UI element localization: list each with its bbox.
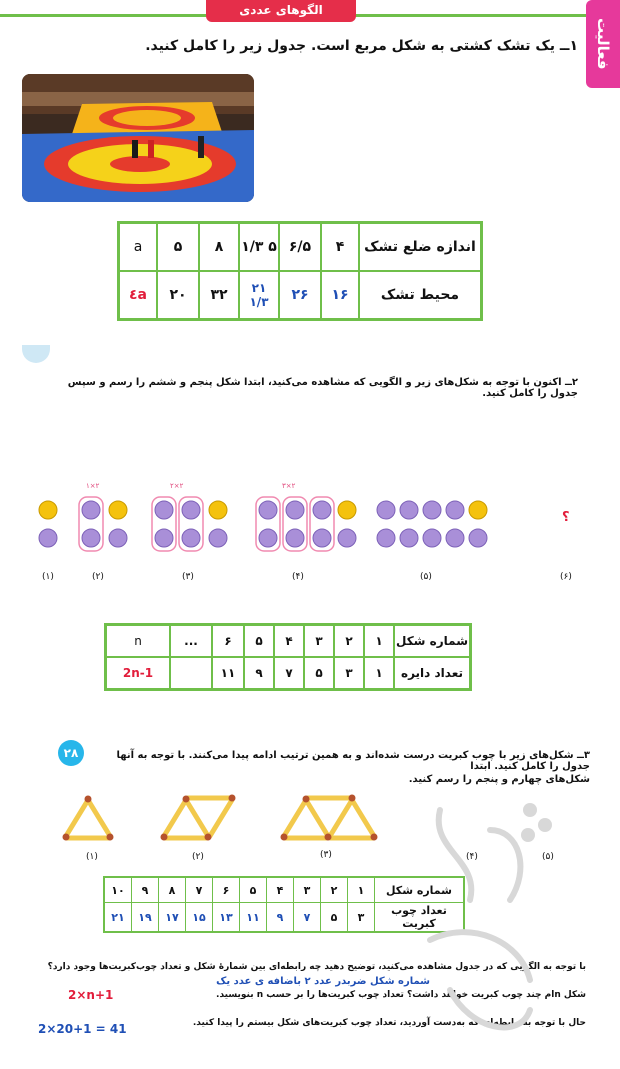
table-cell-answer: ۱۹ (132, 903, 159, 933)
table-cell: ... (170, 625, 212, 658)
table-cell: ۷ (274, 657, 304, 690)
table-cell: ۸ (199, 223, 239, 272)
table-cell-answer: ۱۶ (321, 271, 359, 320)
table-cell: ۳ (348, 903, 375, 933)
figure-label: (۱) (42, 572, 54, 582)
table-cell: ۴ (267, 877, 294, 903)
table-cell: ۹ (244, 657, 274, 690)
table-cell: ۶ (212, 625, 244, 658)
table-cell: ۳ (294, 877, 321, 903)
table-cell: ۱ (364, 657, 394, 690)
table-cell: ۱۱ (212, 657, 244, 690)
table-cell-answer: ۱۷ (159, 903, 186, 933)
circle-pattern-figures (30, 490, 500, 560)
table-cell: a (119, 223, 158, 272)
table-cell: ۷ (186, 877, 213, 903)
table-cell-answer: ۲۱ ۱/۳ (239, 271, 279, 320)
table-cell-answer: 2n-1 (106, 657, 171, 690)
figure-label: (۴) (466, 852, 478, 862)
table-cell-answer: ۷ (294, 903, 321, 933)
table-cell: ۱۰ (104, 877, 132, 903)
figure-label: (۶) (560, 572, 572, 582)
table-cell: ۵ (321, 903, 348, 933)
exercise-number-badge: ۲۸ (58, 740, 84, 766)
table-cell: ۴ (274, 625, 304, 658)
sub-question-3: حال با توجه به رابطه‌ای که به‌دست آوردید، تعداد چوب کبریت‌های شکل بیستم را پیدا کنید. (192, 1018, 586, 1028)
figure-label: (۵) (420, 572, 432, 582)
table-row-header: تعداد دایره (394, 657, 471, 690)
sub-question-2: شکل n‌ام چند چوب کبریت خواهد داشت؟ تعداد چوب کبریت‌ها را بر حسب n بنویسید. (216, 990, 586, 1000)
table-cell: n (106, 625, 171, 658)
missing-figure-mark: ؟ (562, 510, 570, 525)
table-cell: ۶/۵ (279, 223, 321, 272)
table-row-header: اندازه ضلع تشک (359, 223, 482, 272)
table-cell: ۴ (321, 223, 359, 272)
table-row-header: محیط تشک (359, 271, 482, 320)
table-cell-answer: ۲۱ (104, 903, 132, 933)
figure-label: (۱) (86, 852, 98, 862)
table-cell: ۲ (334, 625, 364, 658)
table-cell-answer: ۹ (267, 903, 294, 933)
table-cell-answer: ۲۶ (279, 271, 321, 320)
table-cell-answer: ۱۱ (240, 903, 267, 933)
figure-label: (۳) (320, 850, 332, 860)
activity-side-tab: فعالیت (586, 0, 620, 88)
answer-3: 2×20+1 = 41 (38, 1022, 127, 1036)
wrestling-mat-photo (22, 74, 254, 202)
circle-purple (39, 529, 57, 547)
answer-1: شماره شکل ضربدر عدد ۲ باضافه ی عدد یک (216, 976, 430, 987)
table-cell-answer: ۱۵ (186, 903, 213, 933)
section-title-tab: الگوهای عددی (206, 0, 356, 22)
circle-yellow (39, 501, 57, 519)
table-row-header: شماره شکل (394, 625, 471, 658)
question-3-text: ۳ــ شکل‌های زیر با چوب کبریت درست شده‌اند و به همین ترتیب ادامه پیدا می‌کنند. با توجه به آنها جدول را کامل کنید. ابتدا (116, 750, 590, 772)
table-cell: ۵ (240, 877, 267, 903)
question-2-text: ۲ــ اکنون با توجه به شکل‌های زیر و الگویی که مشاهده می‌کنید، ابتدا شکل پنجم و ششم را رسم و سپس جدول را کامل کنید. (67, 377, 578, 399)
matchstick-figures (58, 790, 398, 850)
sub-question-1: با توجه به الگویی که در جدول مشاهده می‌کنید، توضیح دهید چه رابطه‌ای بین شمارهٔ شکل و تعداد چوب‌کبریت‌ها وجود دارد؟ (47, 962, 586, 972)
table-cell: ۸ (159, 877, 186, 903)
table-row-header: تعداد چوب کبریت (375, 903, 465, 933)
q2-table (104, 623, 472, 691)
table-cell (170, 657, 212, 690)
table-cell: ۲۰ (157, 271, 199, 320)
table-cell-answer: ٤a (119, 271, 158, 320)
figure-label: (۳) (182, 572, 194, 582)
answer-2: 2×n+1 (68, 988, 114, 1002)
table-cell: ۵ ۱/۳ (239, 223, 279, 272)
question-1-text: ۱ــ یک تشک کشتی به شکل مربع است. جدول زیر را کامل کنید. (145, 38, 578, 54)
table-cell: ۵ (157, 223, 199, 272)
figure-label: (۲) (192, 852, 204, 862)
watermark-logo (410, 790, 560, 1060)
q1-table (117, 221, 483, 321)
figure-label: (۵) (542, 852, 554, 862)
table-cell: ۹ (132, 877, 159, 903)
decor-half-circle (22, 345, 50, 363)
question-3-text-line2: شکل‌های چهارم و پنجم را رسم کنید. (408, 774, 590, 785)
table-cell: ۱ (364, 625, 394, 658)
table-cell-answer: ۱۳ (213, 903, 240, 933)
figure-label: (۲) (92, 572, 104, 582)
table-cell: ۳ (334, 657, 364, 690)
figure-label: (۴) (292, 572, 304, 582)
table-cell: ۶ (213, 877, 240, 903)
table-cell: ۵ (304, 657, 334, 690)
pattern-label: ۳×۲ (282, 482, 296, 490)
table-cell: ۵ (244, 625, 274, 658)
pattern-label: ۱×۲ (86, 482, 100, 490)
pattern-label: ۲×۲ (170, 482, 184, 490)
table-cell: ۳ (304, 625, 334, 658)
table-row-header: شماره شکل (375, 877, 465, 903)
table-cell: ۲ (321, 877, 348, 903)
table-cell: ۱ (348, 877, 375, 903)
table-cell: ۳۲ (199, 271, 239, 320)
